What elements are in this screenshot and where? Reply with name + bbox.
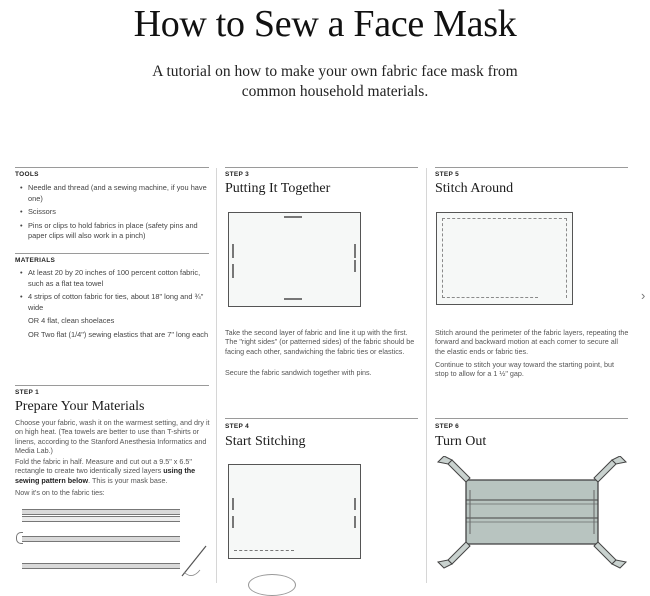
step1-paragraph: Fold the fabric in half. Measure and cut out a 9.5" x 6.5" rectangle to create two identically sized layers using the sewing pattern below. This is your mask base. (15, 457, 196, 485)
step1-caption: STEP 1 (15, 389, 40, 396)
column-divider (216, 168, 217, 583)
column-divider (426, 168, 427, 583)
materials-caption: MATERIALS (15, 257, 56, 264)
list-item: • Needle and thread (and a sewing machine, if you have one) (18, 183, 210, 204)
list-item: OR 4 flat, clean shoelaces (28, 316, 115, 325)
materials-list (18, 268, 210, 343)
section-rule (15, 385, 209, 386)
list-item: • Scissors (18, 207, 210, 218)
step5-paragraph: Stitch around the perimeter of the fabric layers, repeating the forward and backward motion at each corner to secure all the elastic ends or fabric ties. (435, 328, 629, 356)
pin-icon (232, 264, 234, 278)
pin-icon (354, 498, 356, 510)
list-item: • 4 strips of cotton fabric for ties, about 18" long and ¾" wide (18, 292, 210, 313)
tools-caption: TOOLS (15, 171, 39, 178)
chevron-right-icon[interactable]: › (641, 288, 646, 303)
list-item: • Pins or clips to hold fabrics in place (safety pins and paper clips will also work in a pinch) (18, 221, 210, 242)
step3-paragraph: Secure the fabric sandwich together with pins. (225, 368, 372, 377)
list-item: • At least 20 by 20 inches of 100 percent cotton fabric, such as a flat tea towel (18, 268, 210, 289)
step6-heading: Turn Out (435, 434, 487, 449)
step4-caption: STEP 4 (225, 423, 250, 430)
step3-paragraph: Take the second layer of fabric and line it up with the first. The "right sides" (or patterned sides) of the fabric should be facing each other, sandwiching the fabric ties or elastics. (225, 328, 415, 356)
pin-icon (284, 298, 302, 300)
list-item: OR Two flat (1/4") sewing elastics that are 7" long each (28, 329, 209, 339)
step1-paragraph: Now it's on to the fabric ties: (15, 488, 105, 497)
step5-caption: STEP 5 (435, 171, 460, 178)
pin-icon (354, 260, 356, 272)
pin-icon (232, 498, 234, 510)
pin-icon (354, 244, 356, 258)
step1-heading: Prepare Your Materials (15, 399, 145, 414)
section-rule (435, 167, 628, 168)
section-rule (435, 418, 628, 419)
tools-list (18, 183, 210, 245)
section-rule (225, 167, 418, 168)
pin-icon (284, 216, 302, 218)
subtitle: A tutorial on how to make your own fabric face mask from common household materials. (152, 63, 518, 100)
section-rule (15, 167, 209, 168)
stitch-gap-line (442, 297, 538, 298)
section-rule (15, 253, 209, 254)
spool-icon (248, 574, 296, 596)
step5-paragraph: Continue to stitch your way toward the starting point, but stop to allow for a 1 ½" gap. (435, 360, 614, 379)
stitch-line (442, 218, 567, 298)
mask-with-ties-illustration (434, 456, 630, 576)
step3-caption: STEP 3 (225, 171, 250, 178)
step6-caption: STEP 6 (435, 423, 460, 430)
step3-heading: Putting It Together (225, 181, 331, 196)
fabric-layers (228, 464, 361, 559)
section-rule (225, 418, 418, 419)
page-title: How to Sew a Face Mask (133, 3, 517, 45)
pin-icon (232, 244, 234, 258)
step1-paragraph: Choose your fabric, wash it on the warmest setting, and dry it on high heat. (Tea towels are better to use than T-shirts or linens, according to the Stanford Anesthesia Informatics and Media Lab.) (15, 418, 210, 456)
pin-icon (354, 516, 356, 528)
fabric-layers (228, 212, 361, 307)
stitch-line (234, 550, 294, 551)
needle-icon (178, 542, 210, 580)
step5-heading: Stitch Around (435, 181, 514, 196)
pin-icon (232, 516, 234, 528)
step4-heading: Start Stitching (225, 434, 306, 449)
